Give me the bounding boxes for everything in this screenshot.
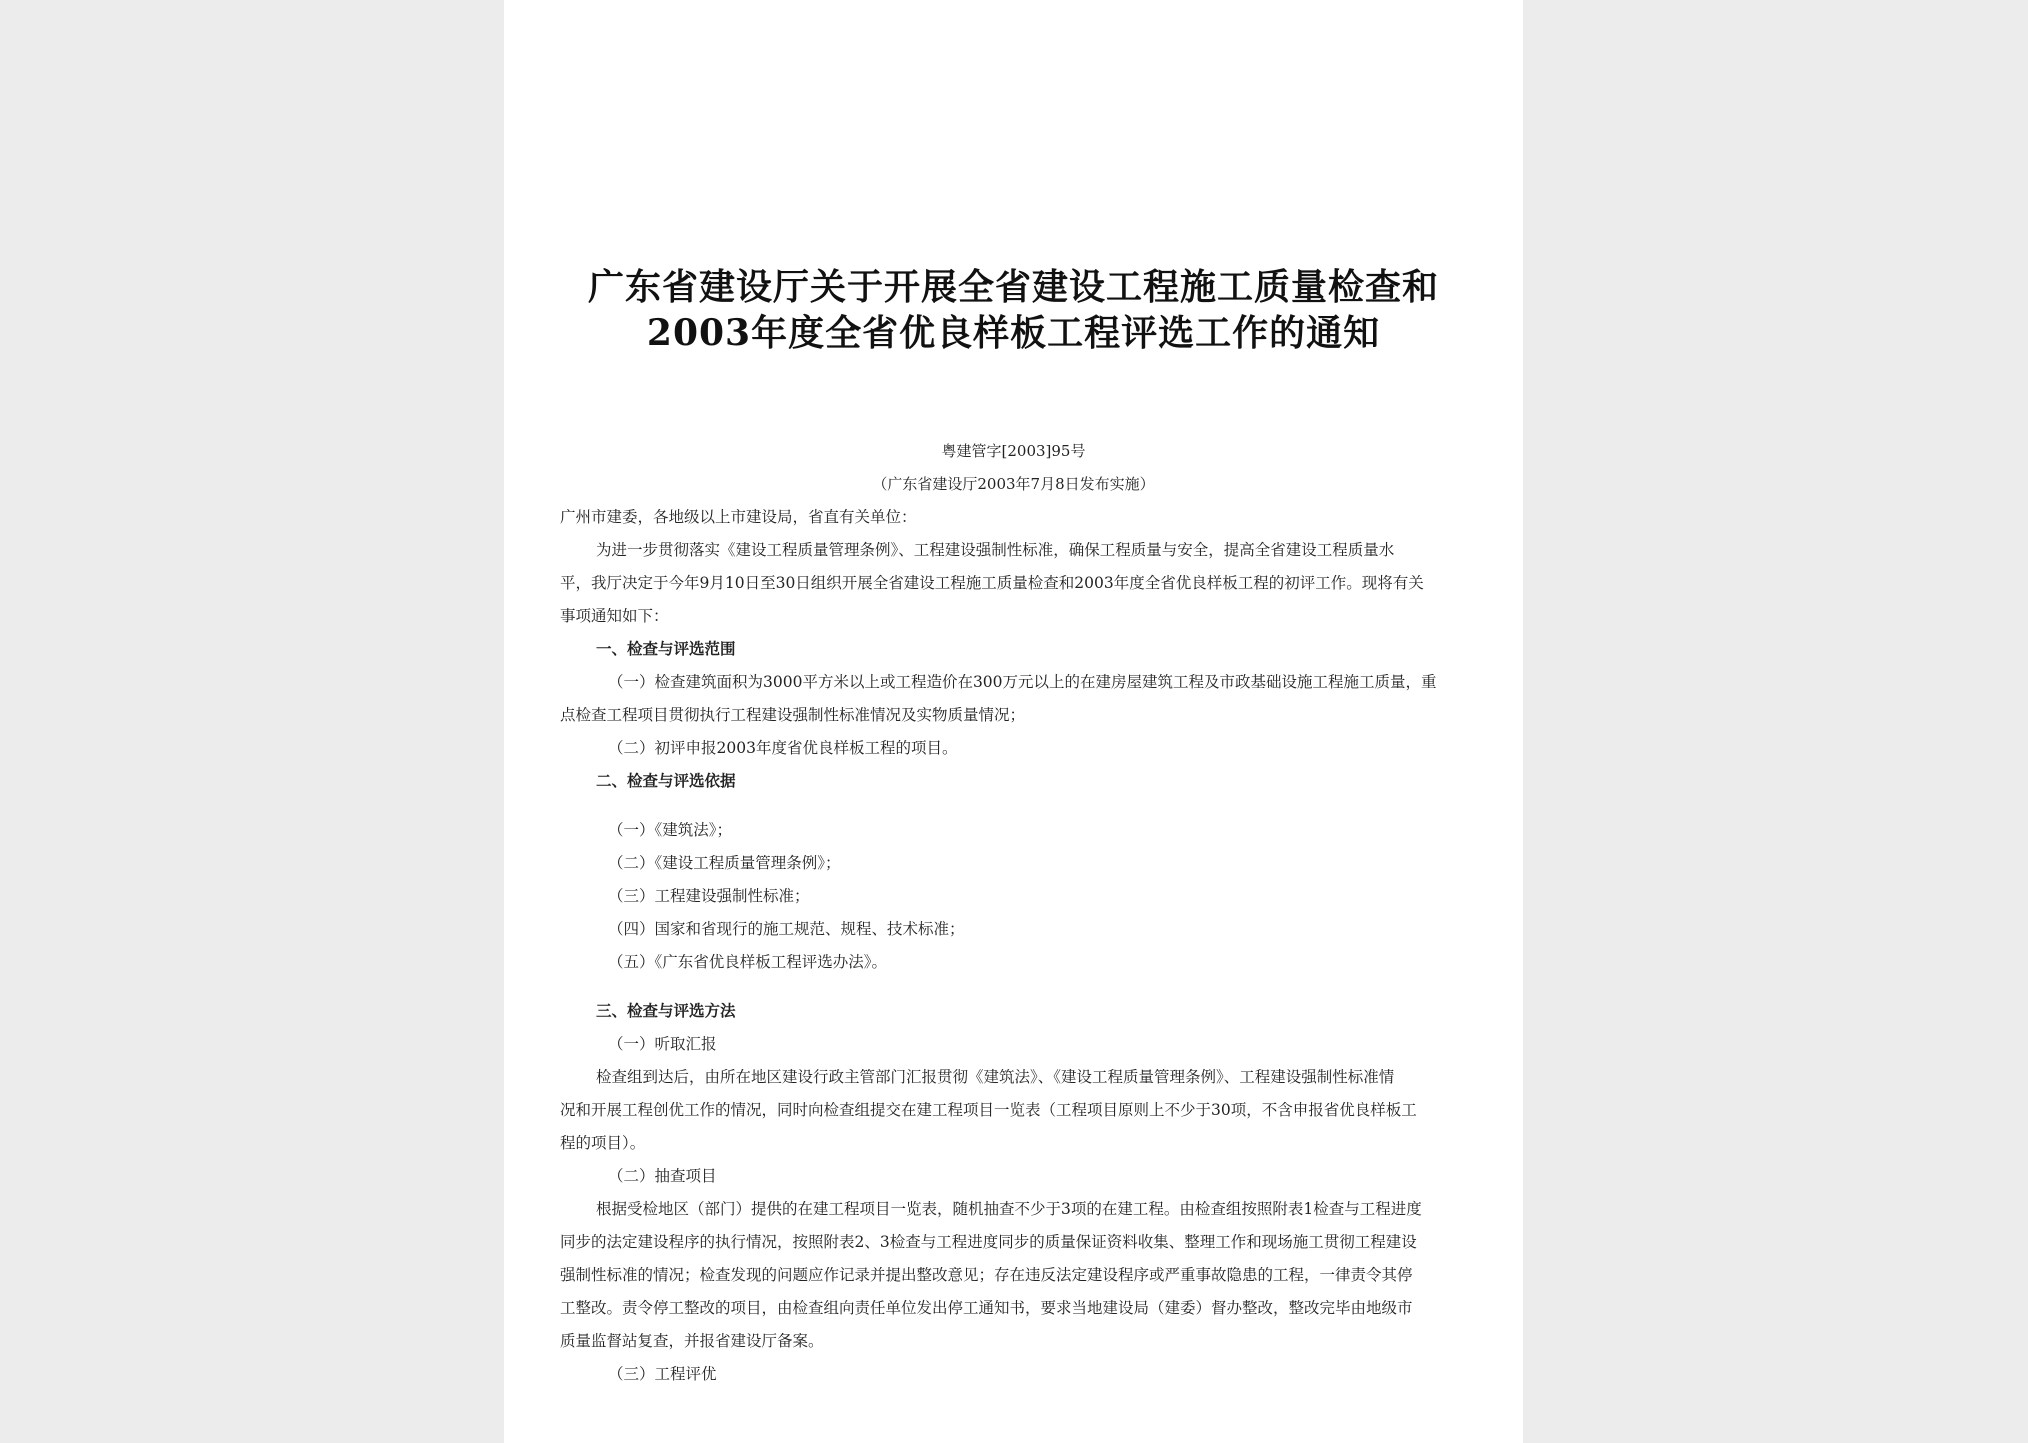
list-item: （三）工程建设强制性标准； — [608, 887, 810, 905]
section-heading: 二、检查与评选依据 — [596, 771, 736, 790]
subsection-heading: （三）工程评优 — [608, 1365, 717, 1383]
subsection-heading: （二）抽查项目 — [608, 1167, 717, 1185]
issue-note: （广东省建设厅2003年7月8日发布实施） — [872, 475, 1155, 493]
document-number: 粤建管字[2003]95号 — [941, 442, 1086, 460]
paragraph-line: 点检查工程项目贯彻执行工程建设强制性标准情况及实物质量情况； — [560, 706, 1026, 724]
list-item: （二）《建设工程质量管理条例》； — [608, 854, 841, 872]
paragraph-line: 平，我厅决定于今年9月10日至30日组织开展全省建设工程施工质量检查和2003年度全省优良样板工程的初评工作。现将有关 — [560, 574, 1424, 592]
paragraph-line: 程的项目）。 — [560, 1134, 646, 1152]
document-page — [504, 0, 1523, 1443]
list-item: （四）国家和省现行的施工规范、规程、技术标准； — [608, 920, 965, 938]
paragraph-line: （一）检查建筑面积为3000平方米以上或工程造价在300万元以上的在建房屋建筑工程及市政基础设施工程施工质量，重 — [608, 673, 1437, 691]
list-item: （五）《广东省优良样板工程评选办法》。 — [608, 953, 888, 971]
paragraph-line: 事项通知如下： — [560, 607, 669, 625]
subsection-heading: （一）听取汇报 — [608, 1035, 717, 1053]
paragraph-line: 工整改。责令停工整改的项目，由检查组向责任单位发出停工通知书，要求当地建设局（建委）督办整改，整改完毕由地级市 — [560, 1299, 1413, 1317]
salutation: 广州市建委，各地级以上市建设局，省直有关单位： — [560, 508, 917, 526]
paragraph-line: 根据受检地区（部门）提供的在建工程项目一览表，随机抽查不少于3项的在建工程。由检查组按照附表1检查与工程进度 — [596, 1200, 1422, 1218]
document-title-line-1: 广东省建设厅关于开展全省建设工程施工质量检查和 — [587, 266, 1439, 308]
paragraph-line: 况和开展工程创优工作的情况，同时向检查组提交在建工程项目一览表（工程项目原则上不少于30项，不含申报省优良样板工 — [560, 1101, 1417, 1119]
document-title-line-2: 2003年度全省优良样板工程评选工作的通知 — [646, 312, 1381, 354]
list-item: （一）《建筑法》； — [608, 821, 733, 839]
paragraph-line: 质量监督站复查，并报省建设厅备案。 — [560, 1332, 824, 1350]
section-heading: 一、检查与评选范围 — [596, 639, 736, 658]
section-heading: 三、检查与评选方法 — [596, 1001, 736, 1020]
paragraph-line: 为进一步贯彻落实《建设工程质量管理条例》、工程建设强制性标准，确保工程质量与安全，提高全省建设工程质量水 — [596, 541, 1395, 559]
paragraph-line: 强制性标准的情况；检查发现的问题应作记录并提出整改意见；存在违反法定建设程序或严重事故隐患的工程，一律责令其停 — [560, 1266, 1413, 1284]
paragraph-line: 同步的法定建设程序的执行情况，按照附表2、3检查与工程进度同步的质量保证资料收集、整理工作和现场施工贯彻工程建设 — [560, 1233, 1417, 1251]
paragraph-line: （二）初评申报2003年度省优良样板工程的项目。 — [608, 739, 958, 757]
paragraph-line: 检查组到达后，由所在地区建设行政主管部门汇报贯彻《建筑法》、《建设工程质量管理条例》、工程建设强制性标准情 — [596, 1068, 1395, 1086]
